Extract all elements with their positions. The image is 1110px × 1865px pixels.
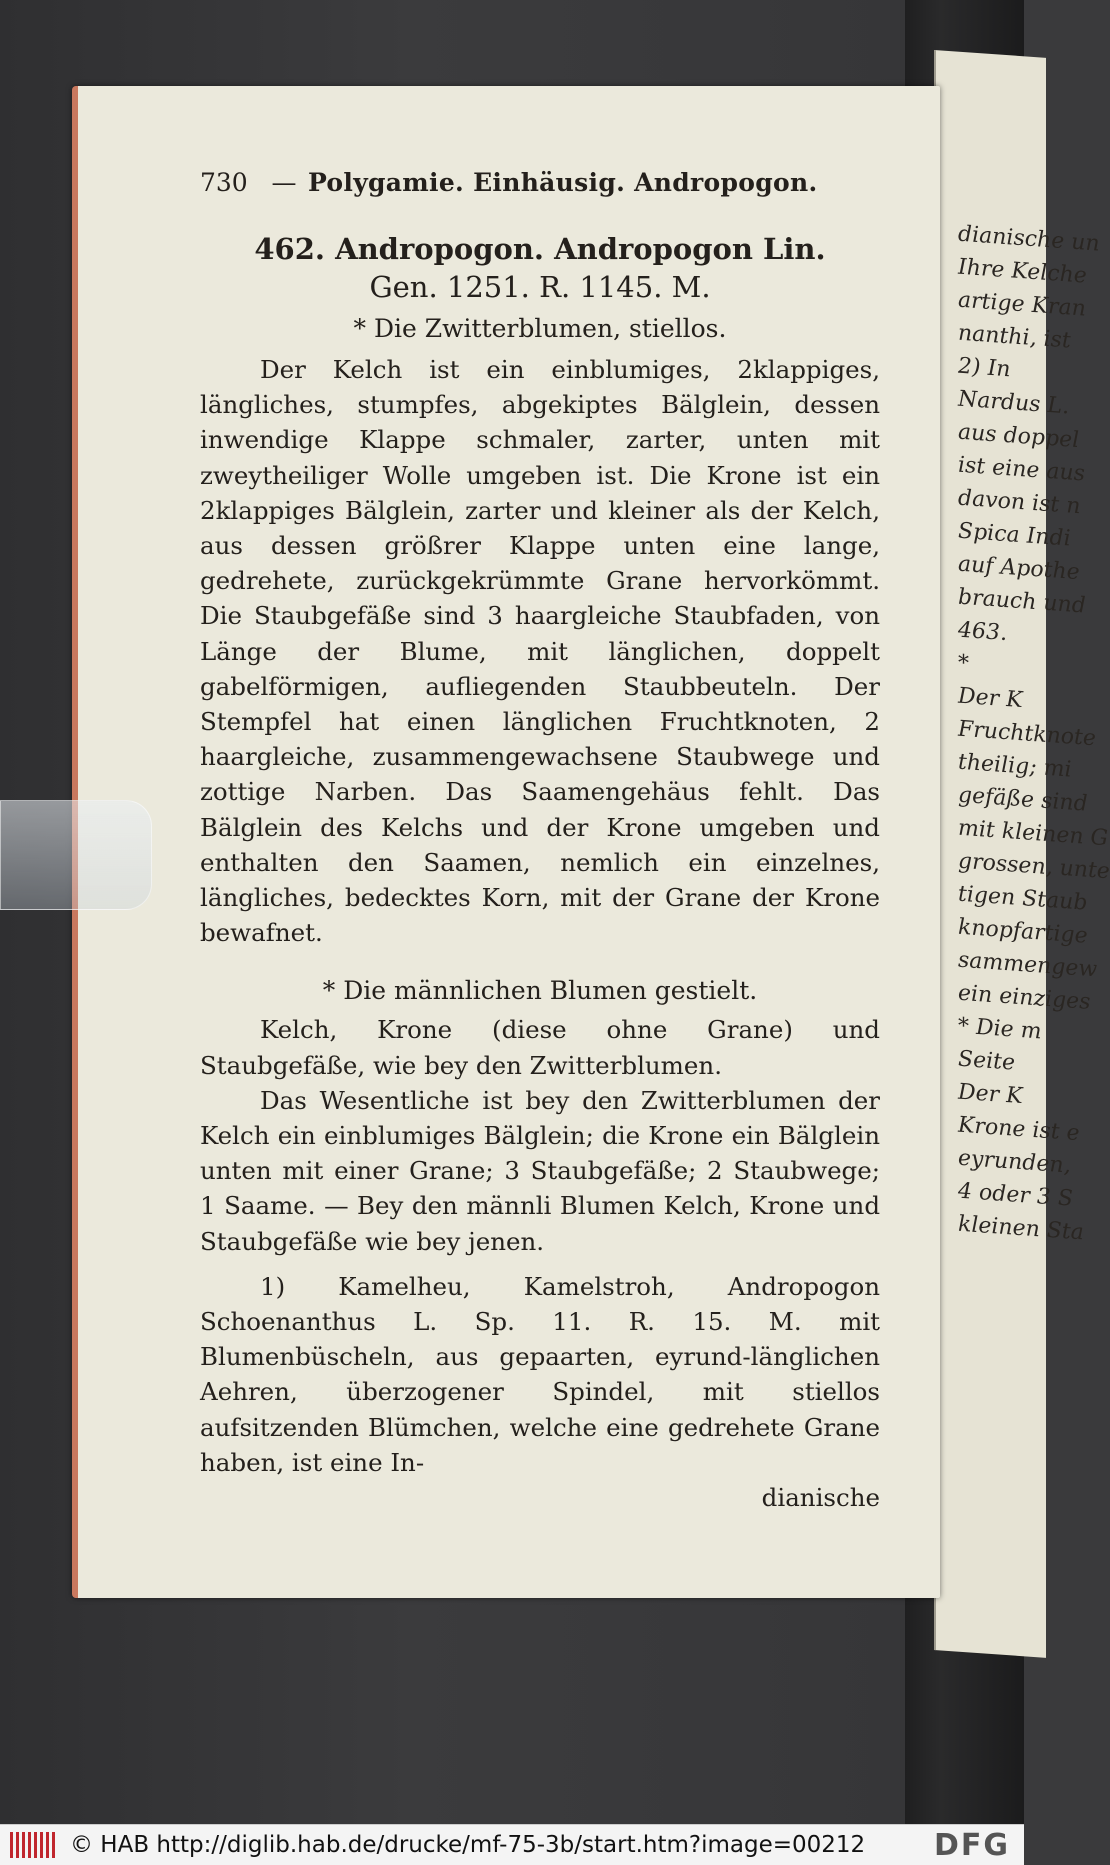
facing-page-line: ist eine aus bbox=[958, 452, 1085, 487]
facing-page-line: knopfartige bbox=[958, 914, 1088, 949]
facing-page-line: ein einziges bbox=[958, 980, 1091, 1015]
hab-barcode-icon bbox=[10, 1832, 56, 1858]
viewer-footer bbox=[0, 1824, 1024, 1865]
facing-page-line: tigen Staub bbox=[958, 881, 1088, 916]
source-url[interactable]: © HAB http://diglib.hab.de/drucke/mf-75-3b/start.htm?image=00212 bbox=[70, 1832, 866, 1858]
paragraph-male bbox=[200, 1012, 880, 1258]
facing-page-line: mit kleinen G bbox=[958, 815, 1109, 852]
paragraph-text: Der Kelch ist ein einblumiges, 2klappiges, längliches, stumpfes, abgekiptes Bälglein, dessen inwendige Klappe schmaler, zarter, unten mit zweytheiliger Wolle umgeben ist. Die Krone ist ein 2klappiges Bälglein, zarter und kleiner als der Kelch, aus dessen größrer Klappe unten eine lange, gedrehete, zurückgekrümmte Grane hervorkömmt. Die Staubgefäße sind 3 haargleiche Staubfaden, von Länge der Blume, mit länglichen, doppelt gabelförmigen, aufliegenden Staubbeuteln. Der Stempfel hat einen länglichen Fruchtknoten, 2 haargleiche, zusammengewachsene Staubwege und zottige Narben. Das Saamengehäus fehlt. Das Bälglein des Kelchs und der Krone umgeben und enthalten den Saamen, nemlich ein einzelnes, längliches, bedecktes Korn, mit der Grane der Krone bewafnet. bbox=[200, 355, 880, 948]
facing-page-line: Nardus L. bbox=[958, 386, 1070, 420]
facing-page-line: auf Apothe bbox=[958, 551, 1080, 586]
facing-page-line: eyrunden, bbox=[958, 1145, 1071, 1179]
facing-page-line: Der K bbox=[958, 1079, 1023, 1110]
facing-page-line: 4 oder 3 S bbox=[958, 1178, 1073, 1212]
section-title-male: * Die männlichen Blumen gestielt. bbox=[322, 976, 758, 1006]
facing-page-line: artige Kran bbox=[958, 287, 1086, 322]
facing-page-line: grossen, unte bbox=[958, 848, 1110, 885]
facing-page-line: dianische un bbox=[958, 221, 1100, 257]
facing-page-line: * bbox=[958, 650, 969, 677]
section-title-hermaphrodite: * Die Zwitterblumen, stiellos. bbox=[353, 314, 727, 343]
facing-page-line: 2) In bbox=[958, 353, 1011, 383]
facing-page-line: nanthi, ist bbox=[958, 320, 1071, 354]
facing-page-line: Spica Indi bbox=[958, 518, 1071, 552]
facing-page-line: Fruchtknote bbox=[958, 716, 1096, 752]
dfg-logo: DFG bbox=[933, 1827, 1010, 1863]
running-title: Polygamie. Einhäusig. Andropogon. bbox=[308, 168, 818, 197]
genus-heading: 462. Andropogon. Andropogon Lin. bbox=[254, 232, 826, 266]
facing-page-line: * Die m bbox=[958, 1013, 1042, 1045]
facing-page-line: gefäße sind bbox=[958, 782, 1088, 817]
facing-page-line: Seite bbox=[958, 1046, 1015, 1076]
paragraph-text: Das Wesentliche ist bey den Zwitterblumen der Kelch ein einblumiges Bälglein; die Krone ein Bälglein unten mit einer Grane; 3 Staubgefäße; 2 Staubwege; 1 Saame. — Bey den männli Blumen Kelch, Krone und Staubgefäße wie bey jenen. bbox=[200, 1085, 880, 1256]
facing-page-line: Krone ist e bbox=[958, 1112, 1080, 1147]
species-entry bbox=[200, 1269, 880, 1480]
page-clamp-tab bbox=[0, 800, 152, 910]
facing-page-line: brauch und bbox=[958, 584, 1086, 619]
running-header bbox=[200, 168, 880, 208]
facing-page-line: 463. bbox=[958, 617, 1007, 647]
genus-reference: Gen. 1251. R. 1145. M. bbox=[369, 270, 711, 304]
paragraph-text: Kelch, Krone (diese ohne Grane) und Staubgefäße, wie bey den Zwitterblumen. bbox=[200, 1015, 880, 1080]
page-number: 730 bbox=[200, 168, 248, 197]
paragraph-hermaphrodite bbox=[200, 352, 880, 950]
facing-page-line: Der K bbox=[958, 683, 1023, 714]
header-dash: — bbox=[271, 168, 297, 197]
page-text bbox=[200, 168, 880, 1515]
facing-page-line: theilig; mi bbox=[958, 749, 1072, 783]
facing-page-line: aus doppel bbox=[958, 419, 1080, 454]
facing-page-line: davon ist n bbox=[958, 485, 1081, 520]
catchword: dianische bbox=[761, 1483, 880, 1513]
facing-page-fragment bbox=[934, 50, 1110, 1658]
facing-page-line: Ihre Kelche bbox=[958, 254, 1087, 289]
paragraph-text: 1) Kamelheu, Kamelstroh, Andropogon Schoenanthus L. Sp. 11. R. 15. M. mit Blumenbüscheln, aus gepaarten, eyrund-länglichen Aehren, überzogener Spindel, mit stiellos aufsitzenden Blümchen, welche eine gedrehete Grane haben, ist eine In- bbox=[200, 1271, 880, 1477]
facing-page-line: sammengew bbox=[958, 947, 1098, 983]
facing-page-line: kleinen Sta bbox=[958, 1211, 1084, 1246]
